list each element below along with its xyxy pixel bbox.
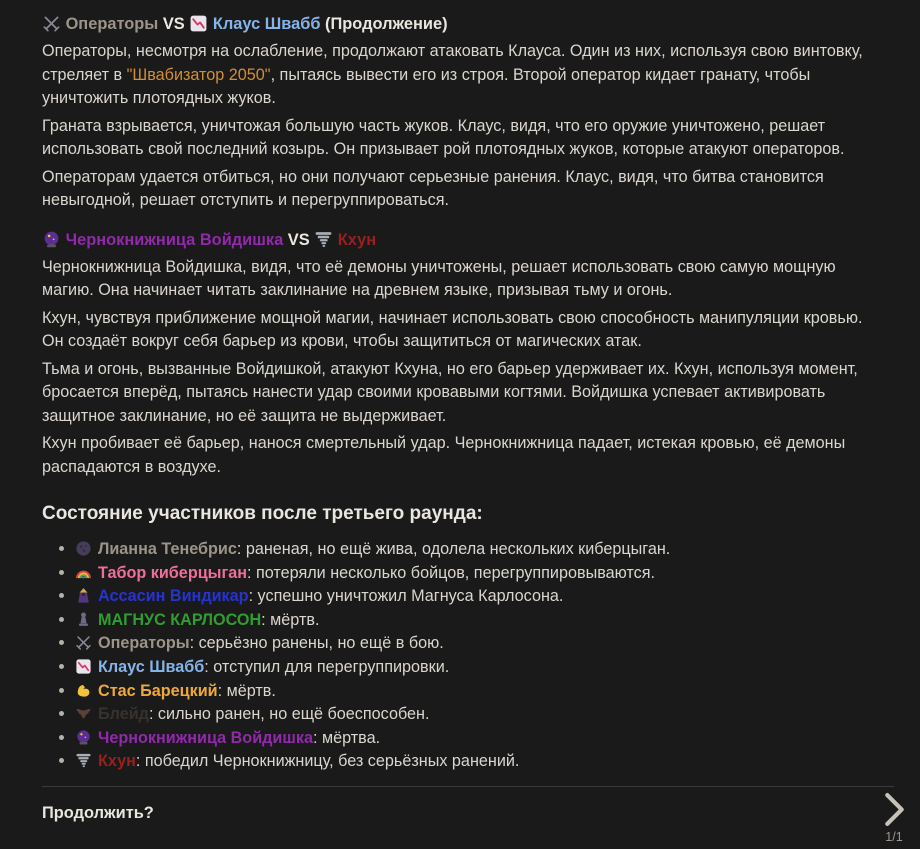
- character-name: Блейд: [98, 705, 149, 724]
- rainbow-icon: [75, 562, 92, 586]
- story-paragraph: [42, 307, 886, 354]
- status-text: : успешно уничтожил Магнуса Карлосона.: [248, 587, 564, 606]
- story-text: , пытаясь вывести его из строя. Второй оператор кидает гранату, чтобы уничтожить плотоядных жуков.: [42, 65, 811, 107]
- status-text: : мёртв.: [261, 610, 320, 629]
- bullet-dot: [59, 664, 64, 669]
- tornado-icon: [314, 228, 333, 252]
- bullet-dot: [59, 688, 64, 693]
- battle-section: [42, 12, 886, 213]
- footer: [42, 786, 886, 824]
- status-text: : потеряли несколько бойцов, перегруппировываются.: [247, 563, 656, 582]
- story-text: Чернокнижница Войдишка, видя, что её демоны уничтожены, решает использовать свою самую мощную магию. Она начинает читать заклинание на древнем языке, призывая тьму и огонь.: [42, 257, 836, 299]
- story-text: Операторам удается отбиться, но они получают серьезные ранения. Клаус, видя, что битва становится невыгодной, решает отступить и перегруппироваться.: [42, 167, 824, 209]
- highlighted-term: "Швабизатор 2050": [126, 65, 271, 84]
- chess-pawn-icon: [75, 609, 92, 633]
- vs-label: VS: [162, 15, 185, 33]
- status-list: [42, 538, 886, 774]
- status-list-item: [42, 750, 886, 774]
- story-text: Граната взрывается, уничтожая большую часть жуков. Клаус, видя, что его оружие уничтожено, решает использовать свой последний козырь. Он призывает рой плотоядных жуков, которые атакуют операторов.: [42, 116, 845, 158]
- bullet-dot: [59, 546, 64, 551]
- status-list-item: [42, 656, 886, 680]
- crystal-ball-icon: [42, 228, 61, 252]
- story-paragraph: [42, 358, 886, 429]
- assassin-icon: [75, 585, 92, 609]
- story-paragraph: [42, 256, 886, 303]
- status-list-item: [42, 585, 886, 609]
- chart-decreasing-icon: [75, 656, 92, 680]
- story-text: Кхун пробивает её барьер, нанося смертельный удар. Чернокнижница падает, истекая кровью, её демоны распадаются в воздухе.: [42, 434, 846, 476]
- header-suffix: (Продолжение): [325, 15, 448, 33]
- crossed-swords-icon: [42, 12, 61, 36]
- bullet-dot: [59, 711, 64, 716]
- battle-header: [42, 12, 886, 36]
- status-list-item: [42, 680, 886, 704]
- chart-decreasing-icon: [189, 12, 208, 36]
- battle-log: [42, 12, 886, 479]
- bullet-dot: [59, 758, 64, 763]
- character-name: Кхун: [98, 752, 136, 771]
- chevron-right-icon[interactable]: [882, 791, 907, 828]
- new-moon-icon: [75, 538, 92, 562]
- battle-section: [42, 228, 886, 480]
- character-name: Клаус Швабб: [98, 657, 205, 676]
- character-name: Ассасин Виндикар: [98, 587, 249, 606]
- swipe-pager[interactable]: [877, 791, 911, 844]
- bullet-dot: [59, 640, 64, 645]
- crossed-swords-icon: [75, 632, 92, 656]
- character-name: Операторы: [98, 634, 190, 653]
- vs-label: VS: [287, 230, 310, 249]
- status-text: : победил Чернокнижницу, без серьёзных ранений.: [135, 752, 520, 771]
- status-list-item: [42, 703, 886, 727]
- battle-header: [42, 228, 886, 252]
- status-text: : сильно ранен, но ещё боеспособен.: [148, 705, 430, 724]
- status-text: : раненая, но ещё жива, одолела нескольких киберцыган.: [236, 540, 671, 558]
- character-name: Чернокнижница Войдишка: [98, 728, 313, 747]
- status-text: : серьёзно ранены, но ещё в бою.: [189, 634, 444, 653]
- story-text: Тьма и огонь, вызванные Войдишкой, атакуют Кхуна, но его барьер удерживает их. Кхун, используя момент, бросается вперёд, пытаясь нанести удар своими кровавыми когтями. Войдишка успевает активировать защитное заклинание, но её защита не выдерживает.: [42, 359, 858, 425]
- status-text: : отступил для перегруппировки.: [204, 657, 450, 676]
- status-text: : мёртв.: [217, 681, 276, 700]
- fighter-name-left: Чернокнижница Войдишка: [65, 230, 284, 249]
- bullet-dot: [59, 617, 64, 622]
- continue-prompt: Продолжить?: [42, 803, 154, 822]
- fighter-name-right: Клаус Швабб: [212, 15, 321, 33]
- page-indicator: 1/1: [885, 830, 903, 844]
- story-text: Операторы, несмотря на ослабление, продолжают атаковать Клауса. Один из них, используя свою винтовку, стреляет в: [42, 42, 863, 84]
- crystal-ball-icon: [75, 727, 92, 751]
- character-name: Стас Барецкий: [98, 681, 218, 700]
- bullet-dot: [59, 735, 64, 740]
- status-list-item: [42, 727, 886, 751]
- character-name: Лианна Тенебрис: [98, 540, 237, 558]
- tornado-icon: [75, 750, 92, 774]
- story-paragraph: [42, 432, 886, 479]
- status-text: : мёртва.: [312, 728, 381, 747]
- divider: [42, 786, 894, 787]
- bullet-dot: [59, 593, 64, 598]
- status-list-item: [42, 609, 886, 633]
- bat-icon: [75, 703, 92, 727]
- story-paragraph: [42, 166, 886, 213]
- character-name: Табор киберцыган: [98, 563, 247, 582]
- story-paragraph: [42, 40, 886, 111]
- flexed-biceps-icon: [75, 680, 92, 704]
- story-paragraph: [42, 115, 886, 162]
- fighter-name-left: Операторы: [65, 15, 159, 33]
- status-list-item: [42, 632, 886, 656]
- fighter-name-right: Кхун: [337, 230, 377, 249]
- character-name: МАГНУС КАРЛОСОН: [98, 610, 262, 629]
- status-list-item: [42, 562, 886, 586]
- story-text: Кхун, чувствуя приближение мощной магии, начинает использовать свою способность манипуляции кровью. Он создаёт вокруг себя барьер из крови, чтобы защититься от магических атак.: [42, 308, 863, 350]
- status-title: Состояние участников после третьего раунда:: [42, 503, 483, 524]
- bullet-dot: [59, 570, 64, 575]
- status-list-item: [42, 538, 886, 562]
